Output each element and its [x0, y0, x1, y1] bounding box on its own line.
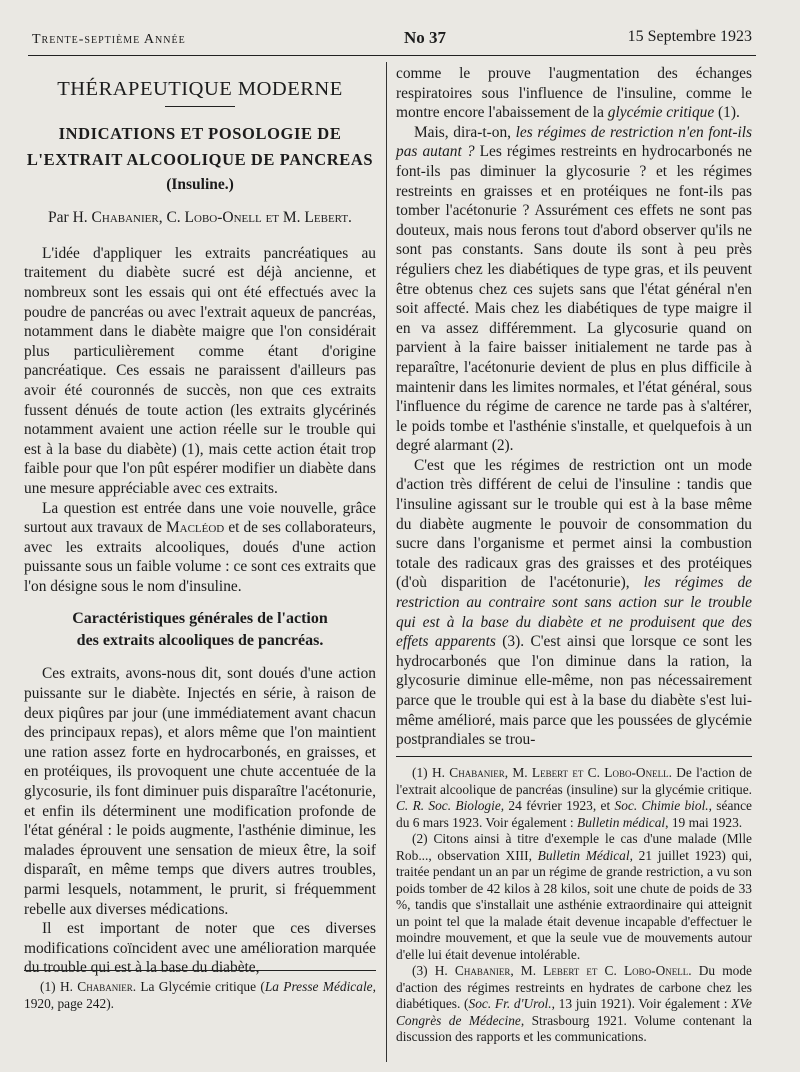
paragraph-6-start: Mais, dira-t-on,: [414, 123, 511, 141]
footnote-authors: H. Chabanier, M. Lebert et C. Lobo-Onell.: [434, 963, 692, 978]
paragraph-7-emphasis: les régimes de restriction au contraire sont sans action sur le trouble qui est à la base du diabète et ne produisent que des effets apparents: [396, 574, 752, 651]
footnote-1-right: [396, 765, 752, 831]
paragraph-7-end: (3). C'est ainsi que lorsque ce sont les hydrocarbonés que l'on diminue dans la ration, la glycosurie diminue elle-même, non pas nécessairement parce que le trouble qui est à la base du diabète s'est lui-même amélioré, mais parce que les poussées de glycémie postprandiales se trou-: [396, 633, 752, 749]
article-title-line2: L'EXTRAIT ALCOOLIQUE DE PANCREAS: [26, 149, 374, 169]
footnote-text: , 13 juin 1921). Voir également :: [551, 996, 728, 1011]
authors-prefix: Par: [48, 209, 69, 227]
paragraph-5-start: comme le prouve l'augmentation des échanges respiratoires sous l'influence de l'insuline, comme le montre encore l'abaissement de la: [396, 65, 752, 122]
paragraph-6-end: Les régimes restreints en hydrocarbonés ne font-ils pas diminuer la glycosurie ? et les régimes restreints en graisses et en protéiques ne font-ils pas tomber l'acétonurie ? Assurément ces effets ne sont pas douteux, mais nous ferons tout d'abord observer qu'ils ne sont pas constants. Sans doute ils sont à peu près réguliers chez les diabétiques de type gras, et ils peuvent être obtenus chez ces sujets sans que l'état général n'en soit affecté. Mais chez les diabétiques de type maigre il en va assez différemment. La glycosurie quand on parvient à la faire baisser initialement ne tarde pas à reparaître, l'acétonurie devient de plus en plus difficile à maintenir dans les limites normales, et l'état général, sous l'influence du régime de carence ne tarde pas à s'altérer, le poids tombe et l'asthénie s'installe, et quelquefois à un degré alarmant (2).: [396, 143, 753, 455]
paragraph-6-question: les régimes de restriction n'en font-ils pas autant ?: [396, 123, 752, 161]
left-footnotes: [24, 970, 376, 1012]
footnote-source: Soc. Fr. d'Urol.: [468, 996, 552, 1011]
footnote-source: XVe Congrès de Médecine: [396, 996, 752, 1028]
paragraph-6: [396, 123, 752, 456]
footnote-text: , 21 juillet 1923) qui, traitée pendant un an par un régime de grande restriction, a vu son poids tomber de 42 kilos à 28 kilos, soit une chute de poids de 33 %, tandis que s'installait une asthénie extraordinaire qui atteignit un point tel que la malade était devenue incapable d'effectuer le moindre mouvement, et que la seule vue de mouvements autour d'elle lui était devenue intolérable.: [396, 847, 752, 962]
footnote-source: La Presse Médicale: [264, 979, 373, 994]
footnote-text: Citons ainsi à titre d'exemple le cas d'une malade (Mlle Rob..., observation XIII,: [396, 831, 752, 863]
paragraph-3: Ces extraits, avons-nous dit, sont doués d'une action puissante sur le diabète. Injectés en série, à raison de deux piqûres par jour (une immédiatement avant chacun des principaux repas), et alors même que l'on maintient une ration assez forte en hydrocarbonés, en graisses, et en protéiques, ils provoquent une chute accentuée de la glycosurie, ils font diminuer puis disparaître l'acétonurie, et enfin ils déterminent une modification profonde de l'état général : le poids augmente, l'asthénie diminue, les malades éprouvent une sensation de mieux être, la soif disparaît, en même temps que divers autres troubles, parmi lesquels, notamment, le prurit, si fréquemment rebelle aux diverses médications.: [24, 665, 376, 918]
footnote-1-left: [24, 979, 376, 1012]
column-divider: [386, 62, 387, 1062]
page-header: [32, 26, 752, 50]
footnote-rule-left: [24, 970, 376, 971]
cited-name-macleod: Macléod: [165, 519, 225, 537]
footnote-authors: H. Chabanier, M. Lebert et C. Lobo-Onell.: [431, 765, 672, 780]
paragraph-1: L'idée d'appliquer les extraits pancréatiques au traitement du diabète sucré est déjà ancienne, et nombreux sont les essais qui ont été effectués avec la poudre de pancréas ou avec l'extrait aqueux de pancréas, notamment dans le diabète maigre que l'on considérait plus particulièrement comme étant d'origine pancréatique. Ces essais ne paraissent d'ailleurs pas avoir été couronnés de succès, non que ces extraits fussent dénués de toute action (les extraits glycérinés notamment avaient une action réelle sur le trouble qui est à la base du diabète) (1), mais cette action était trop faible pour que l'on pût espérer modifier un diabète dans une mesure appréciable avec ces extraits.: [24, 244, 376, 497]
footnote-3-right: [396, 963, 752, 1046]
footnote-2-right: [396, 831, 752, 963]
issue-number: No 37: [404, 28, 447, 47]
paragraph-2: [24, 499, 376, 597]
paragraph-4: Il est important de noter que ces diverses modifications coïncident avec une amélioration marquée du trouble qui est à la base du diabète,: [24, 920, 376, 977]
footnote-author: H. Chabanier.: [59, 979, 137, 994]
paragraph-5: [396, 64, 752, 123]
footnote-number: (3): [412, 963, 428, 978]
right-footnotes: [396, 756, 752, 1046]
footnote-text: Du mode d'action des régimes restreints en hydrates de carbone chez les diabétiques. (: [396, 963, 752, 1011]
article-subtitle: (Insuline.): [166, 175, 234, 193]
footnote-source: Bulletin médical: [577, 814, 666, 830]
section-heading: [24, 608, 376, 652]
footnote-source: Bulletin Médical: [537, 847, 630, 863]
footnote-text: , 24 février 1923, et: [500, 798, 611, 813]
footnote-text: , 19 mai 1923.: [665, 814, 743, 830]
footnote-text: De l'action de l'extrait alcoolique de pancréas (insuline) sur la glycémie critique.: [396, 765, 752, 797]
section-heading-line2: des extraits alcooliques de pancréas.: [76, 632, 324, 650]
footnote-rule-right: [396, 756, 752, 757]
volume-year: Trente-septième Année: [32, 32, 186, 47]
issue-date: 15 Septembre 1923: [627, 28, 752, 45]
paragraph-7: [396, 456, 752, 750]
footnote-source: Soc. Chimie biol.: [614, 798, 709, 813]
footnote-number: (1): [412, 765, 428, 780]
footnote-text: La Glycémie critique (: [140, 979, 265, 994]
footnote-text: , Strasbourg 1921. Volume contenant la discussion des rapports et les communications.: [396, 1012, 752, 1044]
header-rule: [28, 55, 756, 56]
paragraph-5-end: (1).: [718, 104, 740, 122]
right-column: [396, 64, 752, 750]
footnote-text: , séance du 6 mars 1923. Voir également :: [396, 798, 752, 830]
term-glycemie-critique: glycémie critique: [607, 104, 715, 122]
section-heading-line1: Caractéristiques générales de l'action: [72, 610, 328, 628]
paragraph-2-end: et de ses collaborateurs, avec les extraits alcooliques, doués d'une action puissante sous un faible volume : ce sont ces extraits que l'on désigne sous le nom d'insuline.: [24, 519, 376, 595]
article-authors: [24, 208, 376, 228]
article-title-line1: INDICATIONS ET POSOLOGIE DE: [58, 123, 342, 143]
paragraph-2-start: La question est entrée dans une voie nouvelle, grâce surtout aux travaux de: [24, 499, 376, 537]
journal-title: THÉRAPEUTIQUE MODERNE: [57, 78, 343, 100]
title-rule: [165, 106, 235, 107]
left-column: [24, 64, 376, 978]
footnote-number: (2): [412, 831, 428, 846]
footnote-rest: , 1920, page 242).: [24, 979, 376, 1011]
paragraph-7-start: C'est que les régimes de restriction ont un mode d'action très différent de celui de l'insuline : tandis que l'insuline agissant sur le trouble qui est à la base même du diabète augmente le pouvoir de consommation du sucre dans l'organisme et permet ainsi la combustion totale des radicaux gras des graisses et des protéiques (d'où disparition de l'acétonurie),: [396, 456, 752, 592]
footnote-source: C. R. Soc. Biologie: [396, 798, 501, 813]
authors-names: H. Chabanier, C. Lobo-Onell et M. Lebert.: [72, 209, 352, 227]
footnote-number: (1): [40, 979, 56, 994]
